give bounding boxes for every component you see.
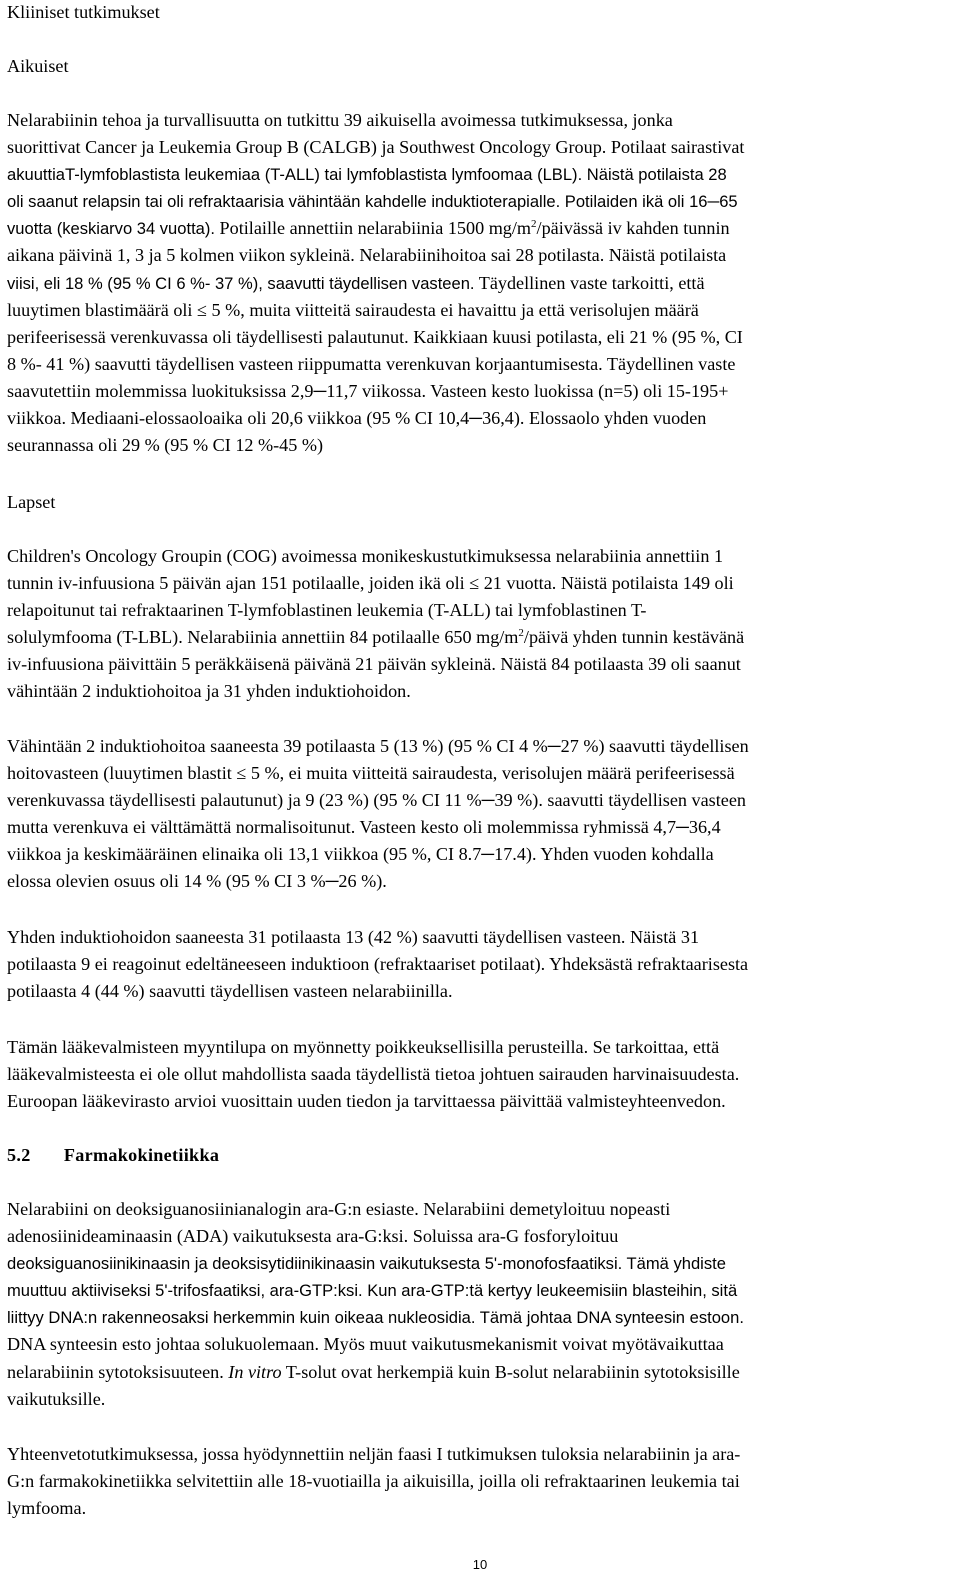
children-paragraph-2 bbox=[7, 733, 955, 896]
text-line: muuttuu aktiiviseksi 5'-trifosfaatiksi, ara-GTP:ksi. Kun ara-GTP:tä kertyy leukeemisiin blasteihin, sitä bbox=[7, 1281, 738, 1301]
pk-paragraph-1 bbox=[7, 1196, 955, 1413]
page-number: 10 bbox=[472, 1557, 488, 1572]
text-line: vähintään 2 induktiohoitoa ja 31 yhden induktiohoidon. bbox=[7, 681, 411, 702]
superscript: 2 bbox=[531, 218, 537, 231]
text-line: adenosiinideaminaasin (ADA) vaikutuksesta ara-G:ksi. Soluissa ara-G fosforyloituu bbox=[7, 1226, 619, 1247]
text-line bbox=[7, 624, 953, 651]
section-title bbox=[7, 0, 955, 26]
text-line: DNA synteesin esto johtaa solukuolemaan. Myös muut vaikutusmekanismit voivat myötävaikuttaa bbox=[7, 1334, 724, 1355]
text-line: Children's Oncology Groupin (COG) avoimessa monikeskustutkimuksessa nelarabiinia annettiin 1 bbox=[7, 546, 724, 566]
adults-heading bbox=[7, 53, 955, 80]
text-line: elossa olevien osuus oli 14 % (95 % CI 3 %─26 %). bbox=[7, 871, 387, 892]
text-line: lääkevalmisteesta ei ole ollut mahdollista saada täydellistä tietoa johtuen sairauden harvinaisuudesta. bbox=[7, 1064, 740, 1085]
text-line: lymfooma. bbox=[7, 1498, 87, 1519]
text-line bbox=[7, 1359, 953, 1386]
text-line: liittyy DNA:n rakenneosaksi herkemmin kuin oikeaa nukleosidia. Tämä johtaa DNA synteesin estoon. bbox=[7, 1308, 744, 1328]
text-line: luuytimen blastimäärä oli ≤ 5 %, muita viitteitä sairaudesta ei havaittu ja että verisolujen määrä bbox=[7, 299, 699, 320]
text-line: relapoitunut tai refraktaarinen T-lymfoblastinen leukemia (T-ALL) tai lymfoblastinen T- bbox=[7, 600, 647, 621]
text-line: Nelarabiinin tehoa ja turvallisuutta on tutkittu 39 aikuisella avoimessa tutkimuksessa, jonka bbox=[7, 110, 673, 130]
section-heading-title: Farmakokinetiikka bbox=[63, 1145, 220, 1165]
text-line: perifeerisessä verenkuvassa oli täydellisesti palautunut. Kaikkiaan kuusi potilasta, eli 21 % (95 %, CI bbox=[7, 326, 743, 347]
text-segment: T-solut ovat herkempiä kuin B-solut nelarabiinin sytotoksisille bbox=[285, 1361, 740, 1382]
superscript: 2 bbox=[518, 627, 524, 640]
text-line: Vähintään 2 induktiohoitoa saaneesta 39 potilaasta 5 (13 %) (95 % CI 4 %─27 %) saavutti täydellisen bbox=[7, 736, 749, 756]
conditional-approval-paragraph bbox=[7, 1034, 955, 1115]
children-paragraph-1 bbox=[7, 543, 955, 706]
pk-section-heading bbox=[7, 1142, 955, 1169]
children-paragraph-3 bbox=[7, 924, 955, 1005]
text-line: deoksiguanosiinikinaasin ja deoksisytidiinikinaasin vaikutuksesta 5'-monofosfaatiksi. Tämä yhdiste bbox=[7, 1254, 726, 1274]
text-segment: /päivässä iv kahden tunnin bbox=[536, 218, 730, 239]
text-segment: viisi, eli 18 % (95 % CI 6 %- 37 %), saavutti täydellisen vasteen. bbox=[7, 273, 475, 293]
text-segment: Täydellinen vaste tarkoitti, että bbox=[478, 272, 705, 293]
text-segment: vuotta (keskiarvo 34 vuotta). bbox=[7, 219, 216, 239]
text-line: oli saanut relapsin tai oli refraktaarisia vähintään kahdelle induktioterapialle. Potilaiden ikä oli 16─65 bbox=[7, 192, 738, 212]
adults-heading-text: Aikuiset bbox=[7, 56, 69, 76]
text-line: potilaasta 4 (44 %) saavutti täydellisen vasteen nelarabiinilla. bbox=[7, 981, 453, 1002]
text-line: mutta verenkuva ei välttämättä normalisoitunut. Vasteen kesto oli molemmissa ryhmissä 4,7─36,4 bbox=[7, 817, 721, 838]
text-line bbox=[7, 270, 953, 297]
text-line: verenkuvassa täydellisesti palautunut) ja 9 (23 %) (95 % CI 11 %─39 %). saavutti täydellisen vasteen bbox=[7, 790, 746, 811]
text-segment: solulymfooma (T-LBL). Nelarabiinia annettiin 84 potilaalle 650 mg/m bbox=[7, 627, 519, 648]
text-line: hoitovasteen (luuytimen blastit ≤ 5 %, ei muita viitteitä sairaudesta, verisolujen määrä perifeerisessä bbox=[7, 763, 735, 784]
italic-text: In vitro bbox=[228, 1361, 282, 1382]
section-title-text: Kliiniset tutkimukset bbox=[7, 2, 160, 22]
text-line bbox=[7, 215, 953, 242]
children-heading-text: Lapset bbox=[7, 492, 56, 512]
text-line: tunnin iv-infuusiona 5 päivän ajan 151 potilaalle, joiden ikä oli ≤ 21 vuotta. Näistä potilaista 149 oli bbox=[7, 573, 734, 594]
text-line: seurannassa oli 29 % (95 % CI 12 %-45 %) bbox=[7, 435, 324, 456]
text-line: aikana päivinä 1, 3 ja 5 kolmen viikon sykleinä. Nelarabiinihoitoa sai 28 potilasta. Näistä potilaista bbox=[7, 245, 727, 266]
text-line: potilaasta 9 ei reagoinut edeltäneeseen induktioon (refraktaariset potilaat). Yhdeksästä refraktaarisesta bbox=[7, 954, 749, 975]
text-line: saavutettiin molemmissa luokituksissa 2,9─11,7 viikossa. Vasteen kesto luokissa (n=5) oli 15-195+ bbox=[7, 380, 729, 401]
text-line: Nelarabiini on deoksiguanosiinianalogin ara-G:n esiaste. Nelarabiini demetyloituu nopeasti bbox=[7, 1199, 671, 1219]
text-line: Yhden induktiohoidon saaneesta 31 potilaasta 13 (42 %) saavutti täydellisen vasteen. Näistä 31 bbox=[7, 927, 700, 947]
pk-paragraph-2 bbox=[7, 1441, 955, 1522]
text-line: Tämän lääkevalmisteen myyntilupa on myönnetty poikkeuksellisilla perusteilla. Se tarkoittaa, että bbox=[7, 1037, 720, 1057]
section-number: 5.2 bbox=[7, 1145, 31, 1165]
text-line: akuuttiaT-lymfoblastista leukemiaa (T-ALL) tai lymfoblastista lymfoomaa (LBL). Näistä potilaista 28 bbox=[7, 165, 727, 185]
text-segment: /päivä yhden tunnin kestävänä bbox=[523, 627, 745, 648]
pk-heading-line bbox=[7, 1142, 953, 1169]
text-line: G:n farmakokinetiikka selvitettiin alle 18-vuotiailla ja aikuisilla, joilla oli refraktaarinen leukemia tai bbox=[7, 1471, 740, 1492]
text-line: Yhteenvetotutkimuksessa, jossa hyödynnettiin neljän faasi I tutkimuksen tuloksia nelarabiinin ja ara- bbox=[7, 1444, 741, 1464]
text-line: viikkoa. Mediaani-elossaoloaika oli 20,6 viikkoa (95 % CI 10,4─36,4). Elossaolo yhden vuoden bbox=[7, 408, 707, 429]
text-line: suorittivat Cancer ja Leukemia Group B (CALGB) ja Southwest Oncology Group. Potilaat sairastivat bbox=[7, 137, 745, 158]
text-line: Euroopan lääkevirasto arvioi vuosittain uuden tiedon ja tarvittaessa päivittää valmisteyhteenvedon. bbox=[7, 1091, 726, 1112]
text-line: vaikutuksille. bbox=[7, 1388, 106, 1409]
text-line: iv-infuusiona päivittäin 5 peräkkäisenä päivänä 21 päivän sykleinä. Näistä 84 potilaasta 39 oli saanut bbox=[7, 654, 741, 675]
text-segment: nelarabiinin sytotoksisuuteen. bbox=[7, 1361, 224, 1382]
text-line: 8 %- 41 %) saavutti täydellisen vasteen riippumatta verenkuvan korjaantumisesta. Täydellinen vaste bbox=[7, 353, 736, 374]
children-heading bbox=[7, 489, 955, 516]
adults-paragraph bbox=[7, 107, 955, 459]
text-segment: Potilaille annettiin nelarabiinia 1500 mg/m bbox=[219, 218, 532, 239]
text-line: viikkoa ja keskimääräinen elinaika oli 13,1 viikkoa (95 %, CI 8.7─17.4). Yhden vuoden kohdalla bbox=[7, 844, 714, 865]
